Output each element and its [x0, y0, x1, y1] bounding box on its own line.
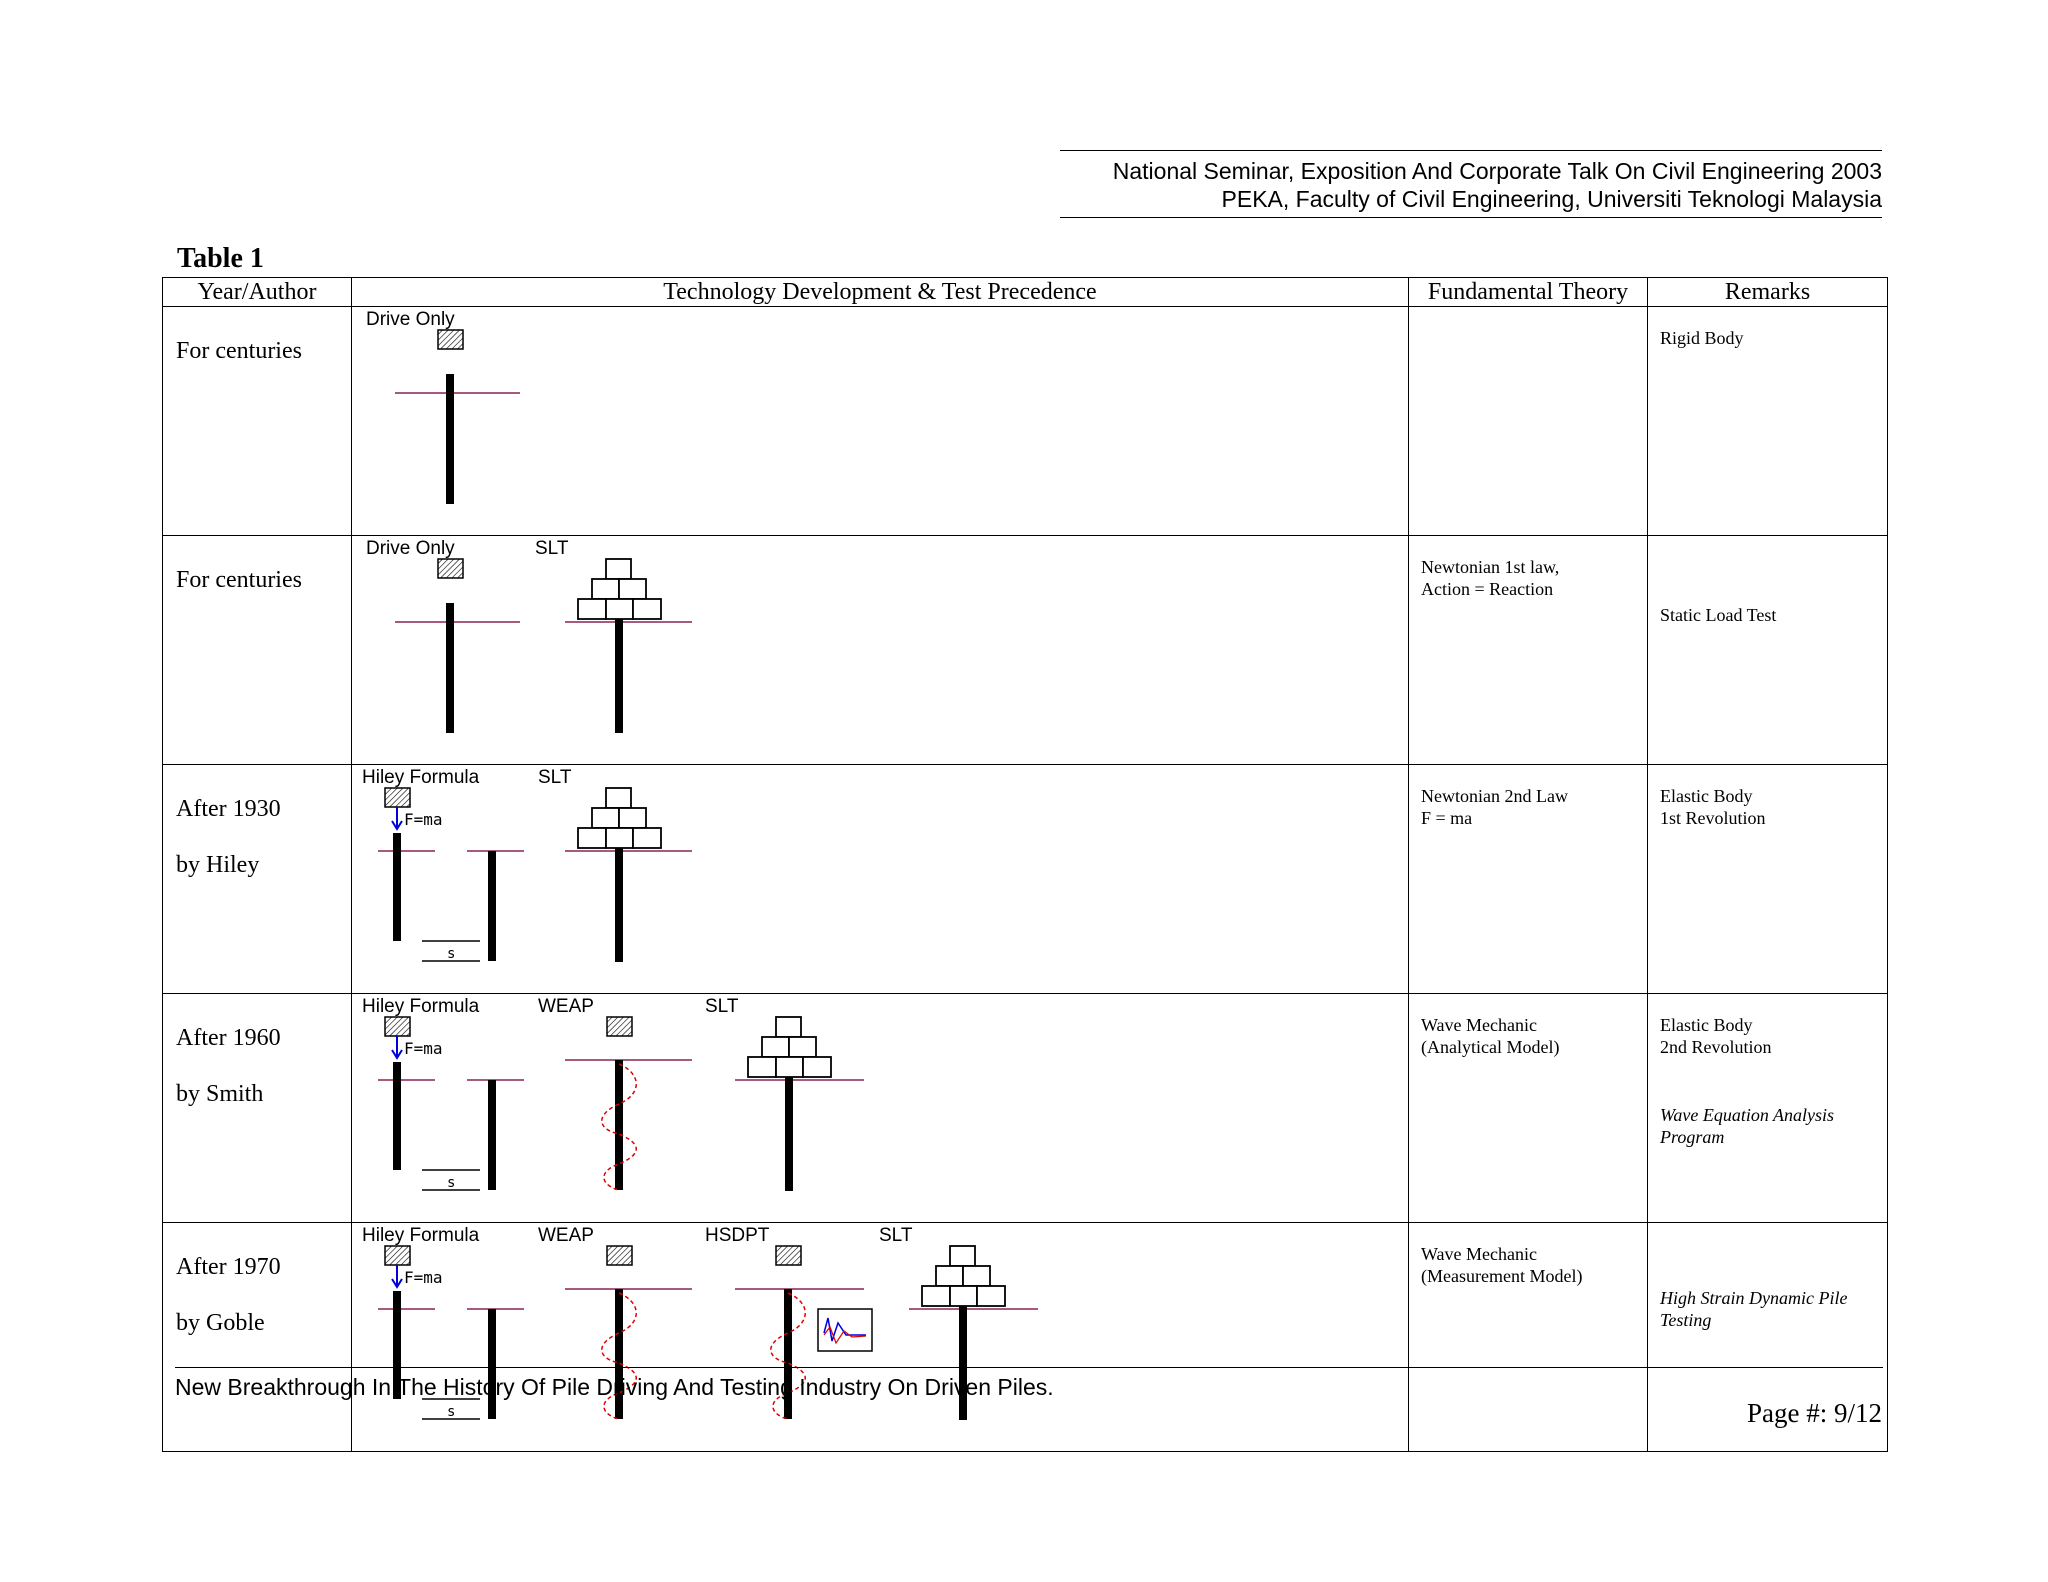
theory-cell — [1409, 994, 1648, 1223]
theory-cell — [1409, 536, 1648, 765]
remark-text: Elastic Body — [1660, 786, 1753, 806]
remarks-cell — [1648, 994, 1888, 1223]
static-load-diagram — [352, 536, 1408, 734]
pile-icon — [615, 619, 623, 733]
diagram-label: WEAP — [538, 996, 594, 1017]
year-text: For centuries — [176, 338, 302, 364]
page-header — [1060, 150, 1882, 218]
year-text: After 1970 — [176, 1254, 281, 1280]
hammer-icon — [385, 1246, 410, 1265]
page-footer: New Breakthrough In The History Of Pile Driving And Testing Industry On Driven Piles. — [175, 1367, 1883, 1401]
pile-icon — [615, 848, 623, 962]
theory-text: Newtonian 2nd Law — [1421, 786, 1568, 806]
theory-cell — [1409, 1223, 1648, 1452]
theory-text: Newtonian 1st law, — [1421, 557, 1560, 577]
diagram-label: Hiley Formula — [362, 996, 480, 1017]
theory-text-2: (Analytical Model) — [1421, 1037, 1560, 1057]
year-cell — [163, 1223, 352, 1452]
page-number: Page #: 9/12 — [1747, 1398, 1882, 1428]
load-stack-icon — [922, 1246, 1005, 1306]
year-text: After 1930 — [176, 796, 281, 822]
year-cell — [163, 994, 352, 1223]
col-header-technology: Technology Development & Test Precedence — [352, 278, 1409, 307]
author-text: by Smith — [176, 1081, 264, 1107]
header-line-2: PEKA, Faculty of Civil Engineering, Universiti Teknologi Malaysia — [1221, 186, 1882, 212]
hammer-icon — [438, 330, 463, 349]
year-cell — [163, 765, 352, 994]
theory-text: Wave Mechanic — [1421, 1244, 1537, 1264]
remarks-cell — [1648, 307, 1888, 536]
hammer-icon — [385, 788, 410, 807]
diagram-label: Hiley Formula — [362, 1225, 480, 1246]
smith-diagram — [352, 994, 1408, 1192]
pile-icon — [446, 374, 454, 504]
table-caption: Table 1 — [177, 243, 264, 274]
hammer-icon — [438, 559, 463, 578]
pile-icon — [785, 1077, 793, 1191]
table-row — [163, 307, 1888, 536]
remark-text: Static Load Test — [1660, 605, 1777, 625]
table-row — [163, 994, 1888, 1223]
year-text: For centuries — [176, 567, 302, 593]
col-header-year: Year/Author — [163, 278, 352, 307]
pile-icon — [488, 1309, 496, 1419]
set-label: s — [447, 1175, 456, 1191]
remark-text-2: 2nd Revolution — [1660, 1037, 1772, 1057]
diagram-cell — [352, 1223, 1409, 1452]
diagram-cell — [352, 994, 1409, 1223]
force-label: F=ma — [404, 810, 443, 829]
table-row — [163, 1223, 1888, 1452]
load-stack-icon — [578, 559, 661, 619]
theory-text-2: Action = Reaction — [1421, 579, 1554, 599]
year-cell — [163, 536, 352, 765]
diagram-label: Hiley Formula — [362, 767, 480, 788]
diagram-label: SLT — [879, 1225, 913, 1246]
remark-italic-text: High Strain Dynamic Pile Testing — [1660, 1288, 1848, 1330]
remarks-cell — [1648, 765, 1888, 994]
year-cell — [163, 307, 352, 536]
table-row — [163, 536, 1888, 765]
signal-monitor-icon — [818, 1309, 872, 1351]
hiley-formula-diagram — [378, 788, 524, 962]
pile-icon — [959, 1306, 967, 1420]
diagram-label: SLT — [535, 538, 569, 559]
hiley-formula-diagram — [378, 1017, 524, 1191]
pile-icon — [393, 833, 401, 941]
diagram-label: HSDPT — [705, 1225, 770, 1246]
hammer-icon — [385, 1017, 410, 1036]
hammer-icon — [607, 1246, 632, 1265]
hammer-icon — [607, 1017, 632, 1036]
weap-diagram — [565, 1017, 692, 1190]
diagram-label: WEAP — [538, 1225, 594, 1246]
header-line-1: National Seminar, Exposition And Corporate Talk On Civil Engineering 2003 — [1112, 158, 1882, 184]
diagram-cell — [352, 536, 1409, 765]
theory-text-2: (Measurement Model) — [1421, 1266, 1583, 1286]
year-text: After 1960 — [176, 1025, 281, 1051]
author-text: by Goble — [176, 1310, 265, 1336]
remark-text-2: 1st Revolution — [1660, 808, 1766, 828]
col-header-remarks: Remarks — [1648, 278, 1888, 307]
remark-text: Elastic Body — [1660, 1015, 1753, 1035]
theory-text-2: F = ma — [1421, 808, 1473, 828]
col-header-theory: Fundamental Theory — [1409, 278, 1648, 307]
diagram-label: Drive Only — [366, 309, 455, 330]
pile-icon — [446, 603, 454, 733]
remarks-cell — [1648, 536, 1888, 765]
history-table — [162, 277, 1888, 1452]
force-label: F=ma — [404, 1039, 443, 1058]
diagram-label: SLT — [705, 996, 739, 1017]
diagram-label: Drive Only — [366, 538, 455, 559]
pile-icon — [393, 1062, 401, 1170]
diagram-cell — [352, 765, 1409, 994]
hammer-icon — [776, 1246, 801, 1265]
pile-icon — [488, 851, 496, 961]
diagram-cell — [352, 307, 1409, 536]
diagram-label: SLT — [538, 767, 572, 788]
hiley-diagram — [352, 765, 1408, 963]
set-label: s — [447, 1404, 456, 1420]
pile-icon — [488, 1080, 496, 1190]
load-stack-icon — [748, 1017, 831, 1077]
theory-cell — [1409, 307, 1648, 536]
load-stack-icon — [578, 788, 661, 848]
table-header-row — [163, 278, 1888, 307]
force-label: F=ma — [404, 1268, 443, 1287]
remark-text: Rigid Body — [1660, 328, 1744, 348]
theory-text: Wave Mechanic — [1421, 1015, 1537, 1035]
theory-cell — [1409, 765, 1648, 994]
set-label: s — [447, 946, 456, 962]
table-row — [163, 765, 1888, 994]
pile-icon — [615, 1060, 623, 1190]
drive-only-diagram — [352, 307, 1408, 505]
remark-italic-text: Wave Equation Analysis Program — [1660, 1105, 1834, 1147]
author-text: by Hiley — [176, 852, 260, 878]
